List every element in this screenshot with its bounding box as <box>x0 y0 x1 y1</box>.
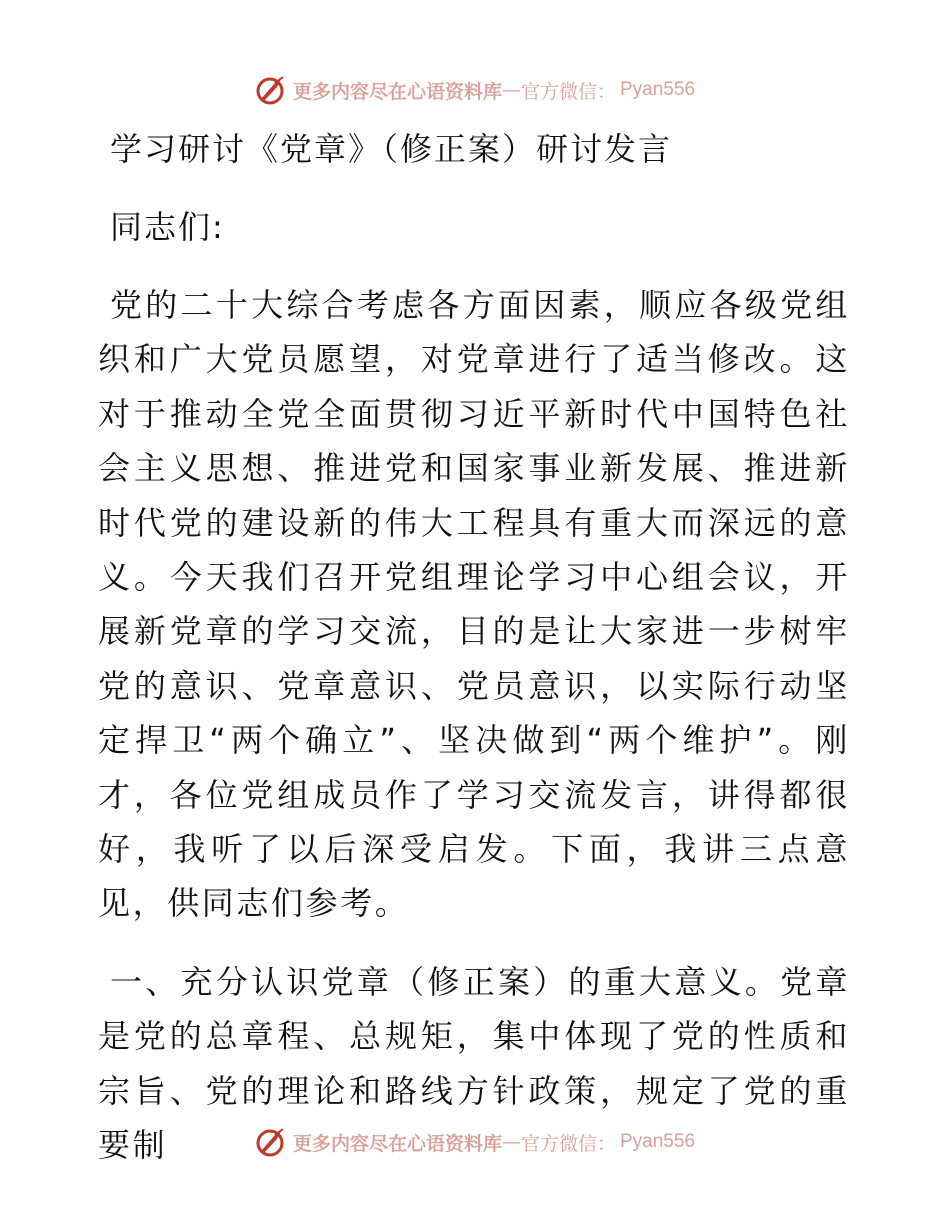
header-watermark <box>0 70 950 110</box>
watermark-wechat-id: Pyan556 <box>620 79 696 100</box>
pen-logo-icon <box>255 1125 289 1159</box>
greeting: 同志们: <box>110 208 225 246</box>
watermark-site-text: 更多内容尽在心语资料库 <box>292 80 502 103</box>
watermark-wechat-label: 官方微信： <box>520 1132 616 1155</box>
watermark-separator: — <box>501 1131 521 1153</box>
pen-logo-icon <box>255 73 289 107</box>
watermark-wechat-label: 官方微信： <box>520 80 616 103</box>
document-body <box>98 122 850 1173</box>
watermark-separator: — <box>501 79 521 101</box>
page-title: 学习研讨《党章》（修正案）研讨发言 <box>110 130 673 168</box>
paragraph-section-one: 一、充分认识党章（修正案）的重大意义。党章是党的总章程、总规矩，集中体现了党的性质和宗旨、党的理论和路线方针政策，规定了党的重要制 <box>98 962 850 1165</box>
watermark-wechat-id: Pyan556 <box>620 1131 696 1152</box>
watermark-site-text: 更多内容尽在心语资料库 <box>292 1132 502 1155</box>
footer-watermark <box>0 1122 950 1162</box>
paragraph-intro: 党的二十大综合考虑各方面因素，顺应各级党组织和广大党员愿望，对党章进行了适当修改。这对于推动全党全面贯彻习近平新时代中国特色社会主义思想、推进党和国家事业新发展、推进新时代党的建设新的伟大工程具有重大而深远的意义。今天我们召开党组理论学习中心组会议，开展新党章的学习交流，目的是让大家进一步树牢党的意识、党章意识、党员意识，以实际行动坚定捍卫“两个确立”、坚决做到“两个维护”。刚才，各位党组成员作了学习交流发言，讲得都很好，我听了以后深受启发。下面，我讲三点意见，供同志们参考。 <box>98 286 850 923</box>
